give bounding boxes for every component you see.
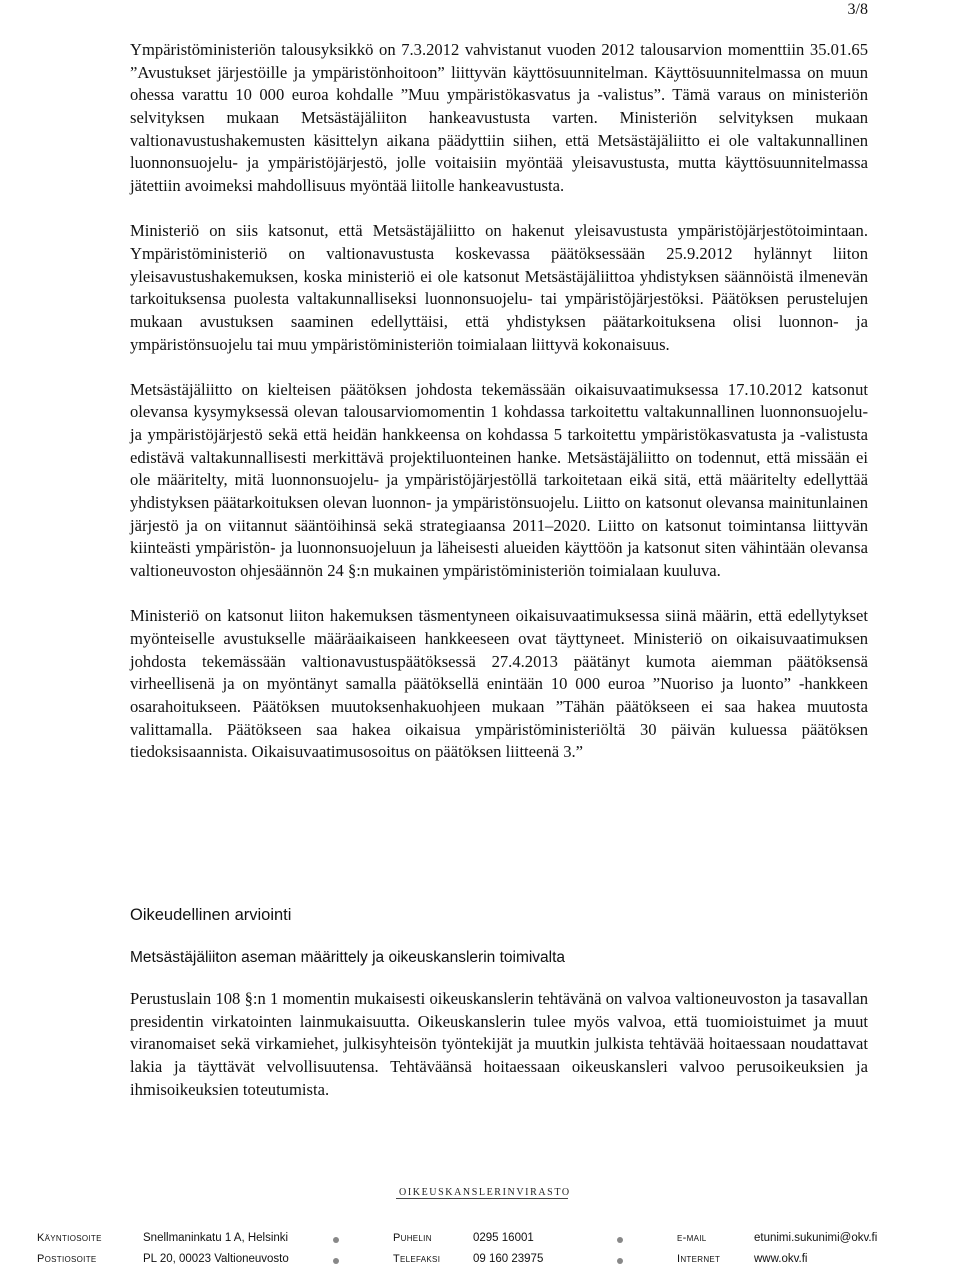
bullet-icon <box>617 1258 623 1264</box>
footer-logo-text: OIKEUSKANSLERINVIRASTO <box>396 1187 574 1198</box>
paragraph: Ympäristöministeriön talousyksikkö on 7.3.2012 vahvistanut vuoden 2012 talousarvion momenttiin 35.01.65 ”Avustukset järjestöille ja ympäristönhoitoon” liittyvän käyttösuunnitelman. Käyttösuunnitelmassa on muun ohessa varattu 10 000 euroa kohdalle ”Muu ympäristökasvatus ja -valistus”. Tämä varaus on ministeriön selvityksen mukaan Metsästäjäliiton hankeavustusta varten. Ministeriön selvityksen mukaan valtionavustushakemusten käsittelyn aikana päädyttiin siihen, että Metsästäjäliitto ei ole valtakunnallinen luonnonsuojelu- ja ympäristöjärjestö, jolle voitaisiin myöntää yleisavustusta, mutta käyttösuunnitelmassa jätettiin avoimeksi mahdollisuus myöntää liitolle hankeavustusta. <box>130 40 868 195</box>
footer-divider <box>396 1198 568 1199</box>
paragraph: Perustuslain 108 §:n 1 momentin mukaisesti oikeuskanslerin tehtävänä on valvoa valtioneuvoston ja tasavallan presidentin virkatointen lainmukaisuutta. Oikeuskanslerin tulee myös valvoa, että tuomioistuimet ja muut viranomaiset sekä virkamiehet, julkisyhteisön työntekijät ja muutkin julkista tehtävää hoitaessaan noudattavat lakia ja täyttävät velvollisuutensa. Tehtäväänsä hoitaessaan oikeuskansleri valvoo perusoikeuksien ja ihmisoikeuksien toteutumista. <box>130 989 868 1099</box>
document-body <box>130 39 868 764</box>
bullet-icon <box>333 1258 339 1264</box>
postal-address: PL 20, 00023 Valtioneuvosto <box>143 1253 289 1265</box>
postal-address-label: Postiosoite <box>37 1253 97 1265</box>
email-label: e-mail <box>677 1232 707 1244</box>
visit-address: Snellmaninkatu 1 A, Helsinki <box>143 1232 289 1244</box>
fax-number: 09 160 23975 <box>473 1253 544 1265</box>
section-heading: Oikeudellinen arviointi <box>130 906 292 924</box>
subsection-heading: Metsästäjäliiton aseman määrittely ja oikeuskanslerin toimivalta <box>130 949 566 966</box>
email-link[interactable]: etunimi.sukunimi@okv.fi <box>754 1232 878 1244</box>
web-label: Internet <box>677 1253 721 1265</box>
phone-number: 0295 16001 <box>473 1232 534 1244</box>
visit-address-label: Käyntiosoite <box>37 1232 102 1244</box>
page-number: 3/8 <box>847 1 868 18</box>
paragraph: Metsästäjäliitto on kielteisen päätöksen johdosta tekemässään oikaisuvaatimuksessa 17.10.2012 katsonut olevansa kysymyksessä olevan talousarviomomentin 1 kohdassa tarkoitettu valtakunnallinen luonnonsuojelu- ja ympäristöjärjestö sekä että heidän hankkeensa on kohdassa 5 tarkoitettu ympäristökasvatusta ja -valistusta edistävä valtakunnallisesti merkittävä projektiluonteinen hanke. Metsästäjäliitto on todennut, että missään ei ole määritelty, mitä luonnonsuojelu- ja ympäristöjärjestöllä tarkoitetaan eikä sitä, että määritelty edellyttää yhdistyksen päätarkoituksen olevan luonnon- ja ympäristönsuojelu. Liitto on katsonut olevansa mainitunlainen järjestö ja on viitannut sääntöihinsä sekä strategiaansa 2011–2020. Liitto on katsonut toimintansa liittyvän kiinteästi ympäristön- ja luonnonsuojeluun ja läheisesti alueiden käyttöön ja katsonut siten vähintään olevansa valtioneuvoston ohjesäännön 24 §:n mukainen ympäristöministeriön toimialaan kuuluva. <box>130 379 868 581</box>
fax-label: Telefaksi <box>393 1253 441 1265</box>
website-link[interactable]: www.okv.fi <box>754 1253 808 1265</box>
paragraph: Ministeriö on katsonut liiton hakemuksen täsmentyneen oikaisuvaatimuksessa siinä määrin, että edellytykset myönteiselle avustukselle määräaikaiseen hankkeeseen ovat täyttyneet. Ministeriö on oikaisuvaatimuksen johdosta tekemässään valtionavustuspäätöksessä 27.4.2013 päätänyt kumota aiemman päätöksensä virheellisenä ja on myöntänyt samalla päätöksellä enintään 10 000 euroa ”Nuoriso ja luonto” -hankkeen osarahoitukseen. Päätöksen muutoksenhakuohjeen mukaan ”Tähän päätökseen ei saa hakea muutosta valittamalla. Päätökseen saa hakea oikaisua ympäristöministeriöltä 30 päivän kuluessa päätöksen tiedoksisaannista. Oikaisuvaatimusosoitus on päätöksen liitteenä 3.” <box>130 606 868 762</box>
document-body-continued <box>130 988 868 1101</box>
bullet-icon <box>333 1237 339 1243</box>
paragraph: Ministeriö on siis katsonut, että Metsästäjäliitto on hakenut yleisavustusta ympäristöjärjestötoimintaan. Ympäristöministeriö on valtionavustusta koskevassa päätöksessään 25.9.2012 hylännyt liiton yleisavustushakemuksen, koska ministeriö ei ole katsonut Metsästäjäliittoa yhdistyksen säännöistä ilmenevän tarkoituksensa puolesta valtakunnalliseksi luonnonsuojelu- tai ympäristöjärjestöksi. Päätöksen perustelujen mukaan avustuksen saaminen edellyttäisi, että yhdistyksen päätarkoituksena olisi luonnon- ja ympäristönsuojelu tai muu ympäristöministeriön toimialaan liittyvä kokonaisuus. <box>130 221 868 354</box>
bullet-icon <box>617 1237 623 1243</box>
footer <box>37 1228 927 1270</box>
footer-row-1 <box>37 1228 927 1249</box>
phone-label: Puhelin <box>393 1232 432 1244</box>
footer-logo <box>396 1187 571 1198</box>
